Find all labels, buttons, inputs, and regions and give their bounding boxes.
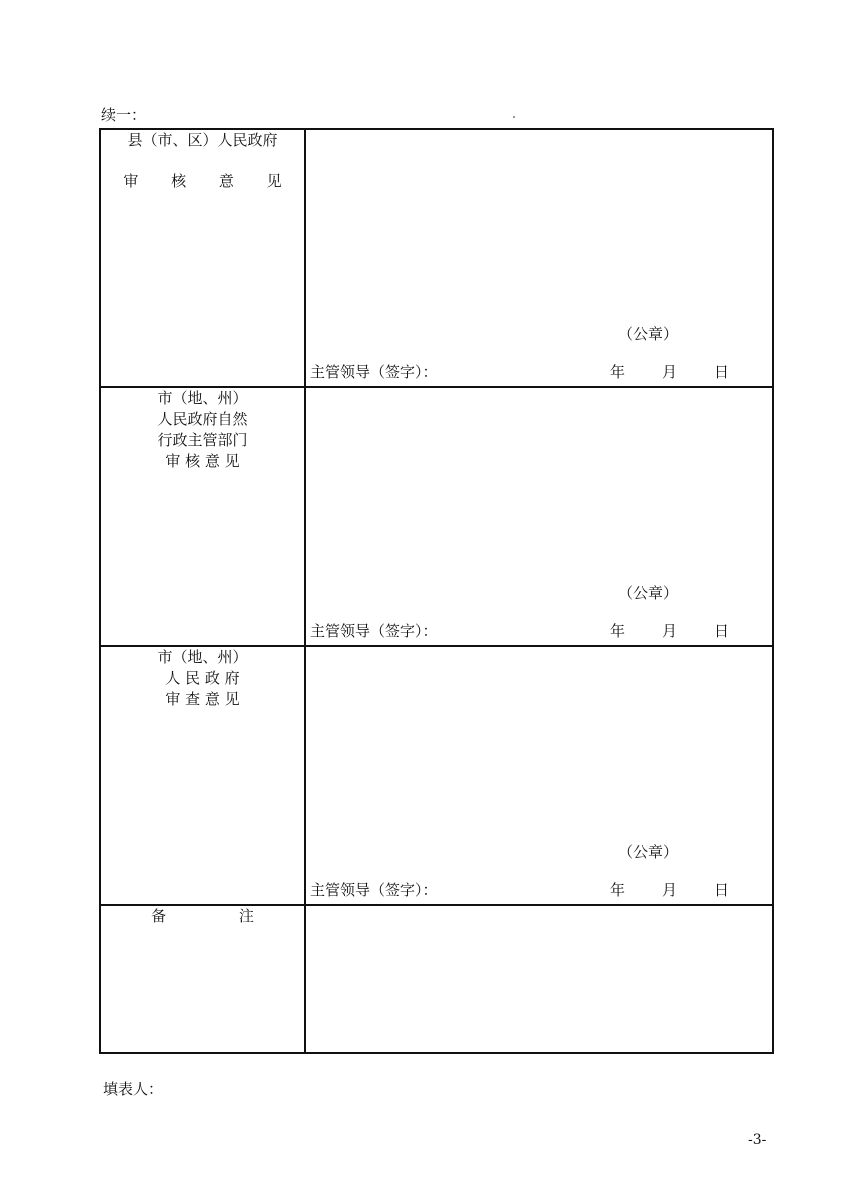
filler-label: 填表人： [103,1080,164,1098]
city-government-label-line2: 人 民 政 府 [165,669,240,687]
county-review-label-line1: 县（市、区）人民政府 [127,131,278,149]
page-number: -3- [748,1132,767,1148]
county-date-month: 月 [662,363,678,381]
city-resource-label-line3: 行政主管部门 [157,431,248,449]
city-government-review-row [100,646,773,905]
remarks-label-cell [100,905,305,1053]
city-government-label-line3: 审 查 意 见 [165,690,240,708]
city-resource-seal-label: （公章） [618,584,679,602]
city-government-label-line1: 市（地、州） [157,648,248,666]
county-review-label [100,129,305,387]
city-government-signer-label: 主管领导（签字）： [310,881,438,899]
remarks-row [100,905,773,1053]
city-government-review-content[interactable] [305,646,773,905]
county-review-label-line2: 审 核 意 见 [123,172,296,190]
county-review-row [100,129,773,387]
city-government-date-day: 日 [714,881,730,899]
review-form-table [99,128,774,1054]
county-seal-label: （公章） [618,325,679,343]
remarks-label: 备 注 [151,907,288,925]
city-resource-label-line1: 市（地、州） [157,389,248,407]
scan-dot [513,116,515,118]
city-government-date-year: 年 [610,881,626,899]
city-government-date-month: 月 [662,881,678,899]
county-date-year: 年 [610,363,626,381]
city-resource-date-month: 月 [662,622,678,640]
city-resource-review-content[interactable] [305,387,773,646]
city-government-seal-label: （公章） [618,843,679,861]
county-signer-label: 主管领导（签字）： [310,363,438,381]
county-review-content[interactable] [305,129,773,387]
city-resource-label-line2: 人民政府自然 [157,410,248,428]
city-resource-review-label [100,387,305,646]
remarks-content[interactable] [305,905,773,1053]
county-date-day: 日 [714,363,730,381]
city-resource-review-row [100,387,773,646]
city-resource-date-day: 日 [714,622,730,640]
continuation-label: 续一： [101,106,147,124]
city-resource-label-line4: 审 核 意 见 [165,452,240,470]
city-government-review-label [100,646,305,905]
city-resource-date-year: 年 [610,622,626,640]
city-resource-signer-label: 主管领导（签字）： [310,622,438,640]
